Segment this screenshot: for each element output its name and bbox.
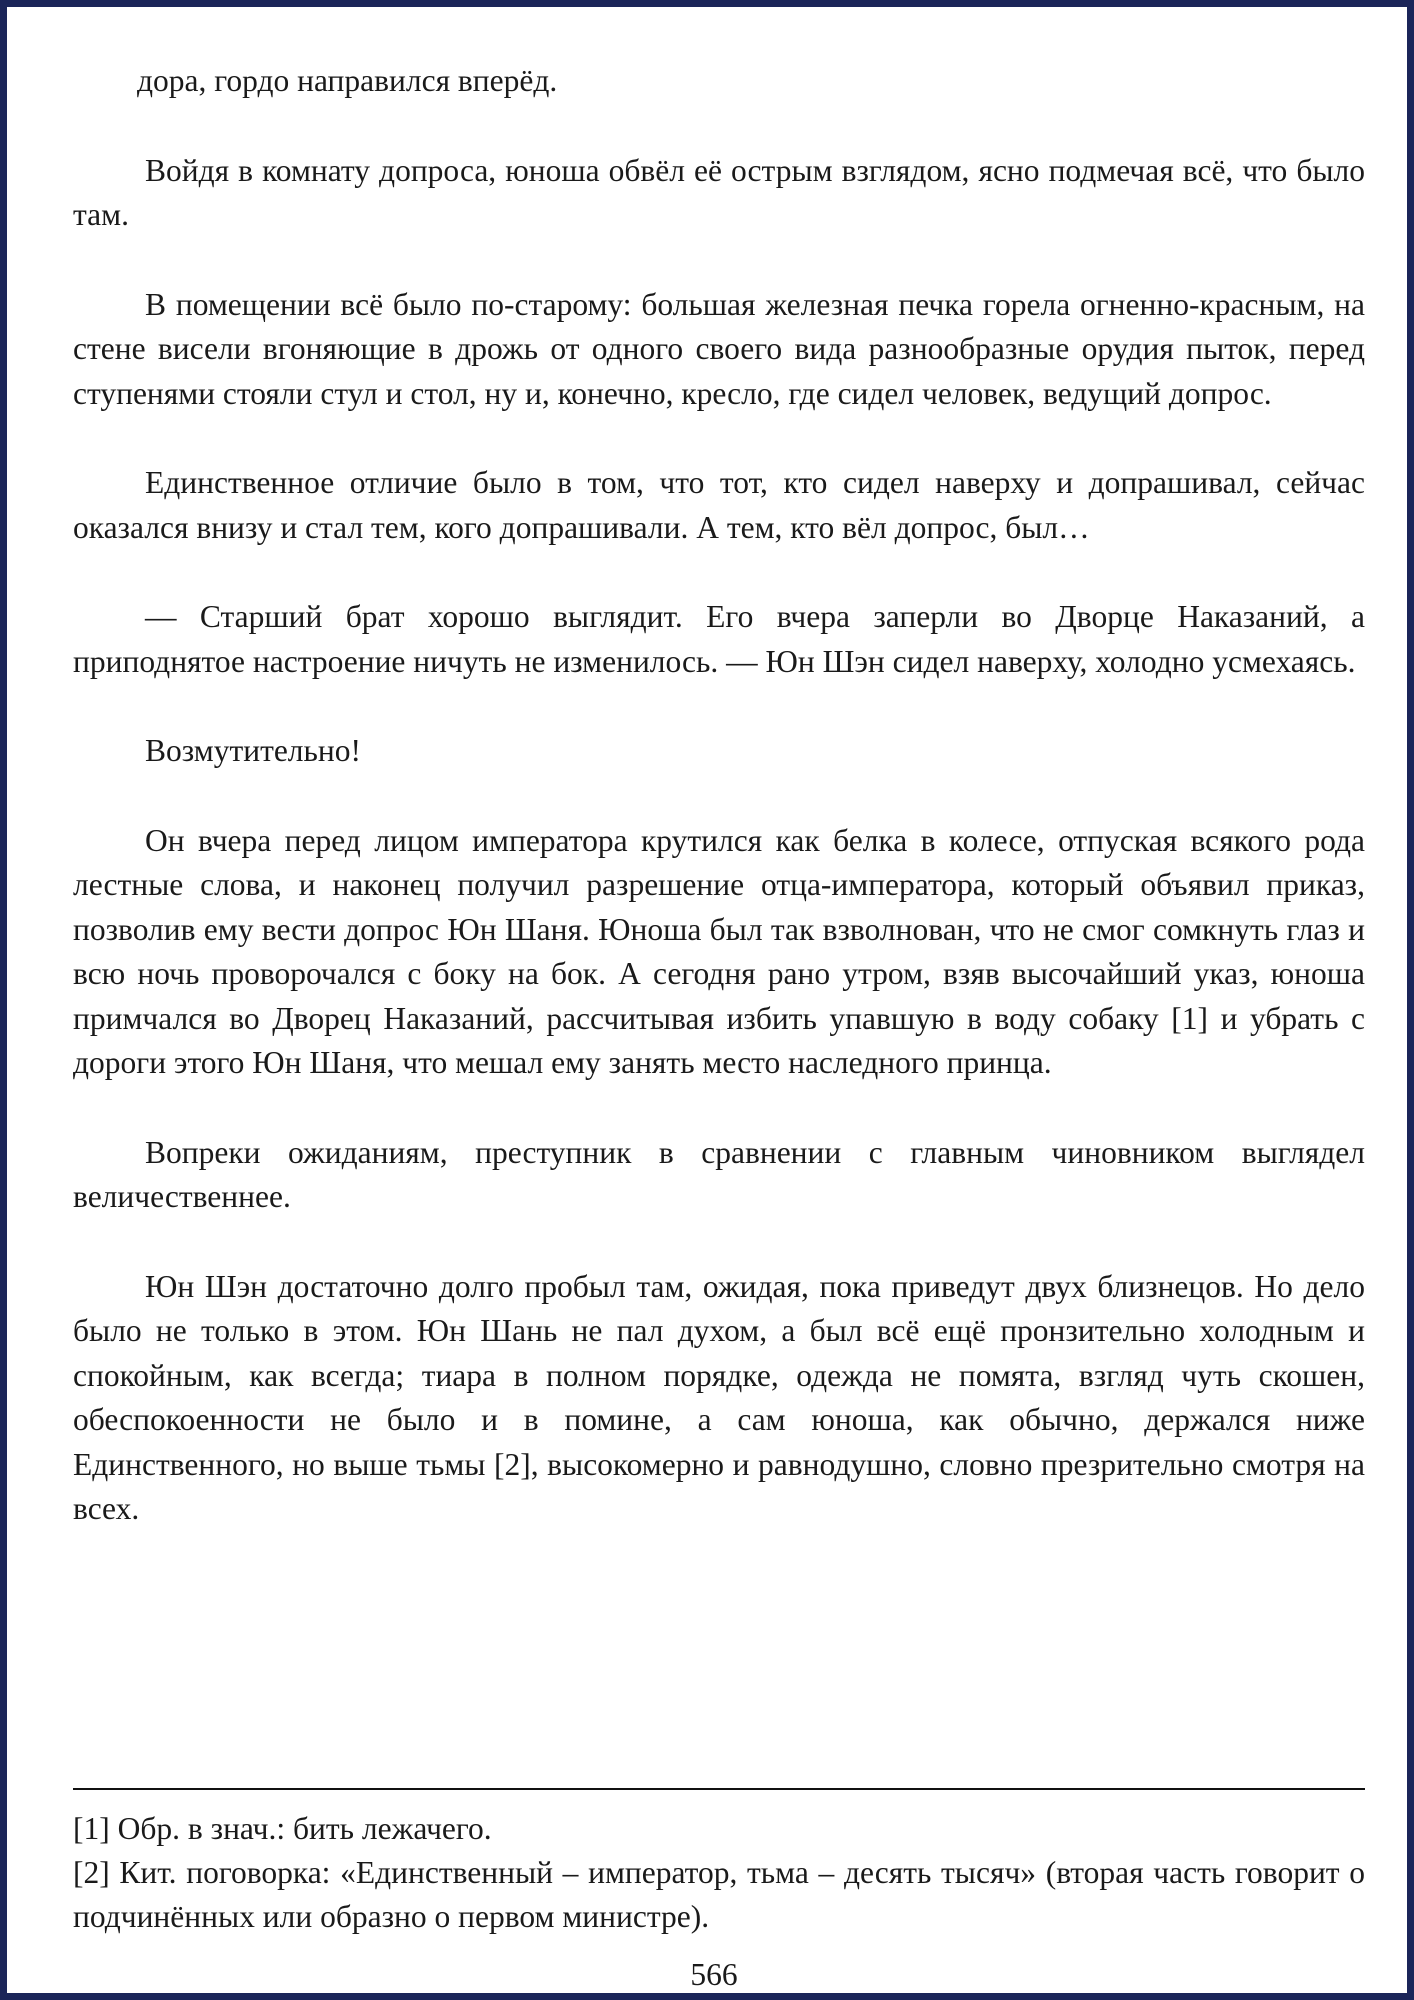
paragraph: Вопреки ожиданиям, преступник в сравнении с главным чиновником выглядел величественнее. — [73, 1134, 1365, 1214]
dialogue-paragraph: — Старший брат хорошо выглядит. Его вчера заперли во Дворце Наказаний, а приподнятое настроение ничуть не изменилось. — Юн Шэн сидел наверху, холодно усмехаясь. — [73, 599, 1365, 679]
paragraph: Юн Шэн достаточно долго пробыл там, ожидая, пока приведут двух близнецов. Но дело было не только в этом. Юн Шань не пал духом, а был всё ещё пронзительно холодным и спокойным, как всегда; тиара в полном порядке, одежда не помята, взгляд чуть скошен, обеспокоенности не было и в помине, а сам юноша, как обычно, держался ниже Единственного, но выше тьмы [2], высокомерно и равнодушно, словно презрительно смотря на всех. — [73, 1268, 1365, 1526]
footnote-divider — [73, 1788, 1365, 1790]
paragraph-continuation: дора, гордо направился вперёд. — [137, 63, 558, 98]
paragraph: В помещении всё было по-старому: большая железная печка горела огненно-красным, на стене висели вгоняющие в дрожь от одного своего вида разнообразные орудия пыток, перед ступенями стояли стул и стол, ну и, конечно, кресло, где сидел человек, ведущий допрос. — [73, 286, 1365, 411]
paragraph: Войдя в комнату допроса, юноша обвёл её острым взглядом, ясно подмечая всё, что было там. — [73, 152, 1365, 232]
footnotes — [73, 1807, 1365, 1939]
paragraph: Он вчера перед лицом императора крутился как белка в колесе, отпуская всякого рода лестные слова, и наконец получил разрешение отца-императора, который объявил приказ, позволив ему вести допрос Юн Шаня. Юноша был так взволнован, что не смог сомкнуть глаз и всю ночь проворочался с боку на бок. А сегодня рано утром, взяв высочайший указ, юноша примчался во Дворец Наказаний, рассчитывая избить упавшую в воду собаку [1] и убрать с дороги этого Юн Шаня, что мешал ему занять место наследного принца. — [73, 822, 1365, 1080]
footnote-1: [1] Обр. в знач.: бить лежачего. — [73, 1811, 492, 1846]
body-text — [73, 59, 1365, 1577]
footnote-2: [2] Кит. поговорка: «Единственный – император, тьма – десять тысяч» (вторая часть говорит о подчинённых или образно о первом министре). — [73, 1855, 1365, 1934]
paragraph: Возмутительно! — [145, 733, 361, 768]
paragraph: Единственное отличие было в том, что тот, кто сидел наверху и допрашивал, сейчас оказался внизу и стал тем, кого допрашивали. А тем, кто вёл допрос, был… — [73, 465, 1365, 545]
page-number: 566 — [690, 1957, 738, 1992]
